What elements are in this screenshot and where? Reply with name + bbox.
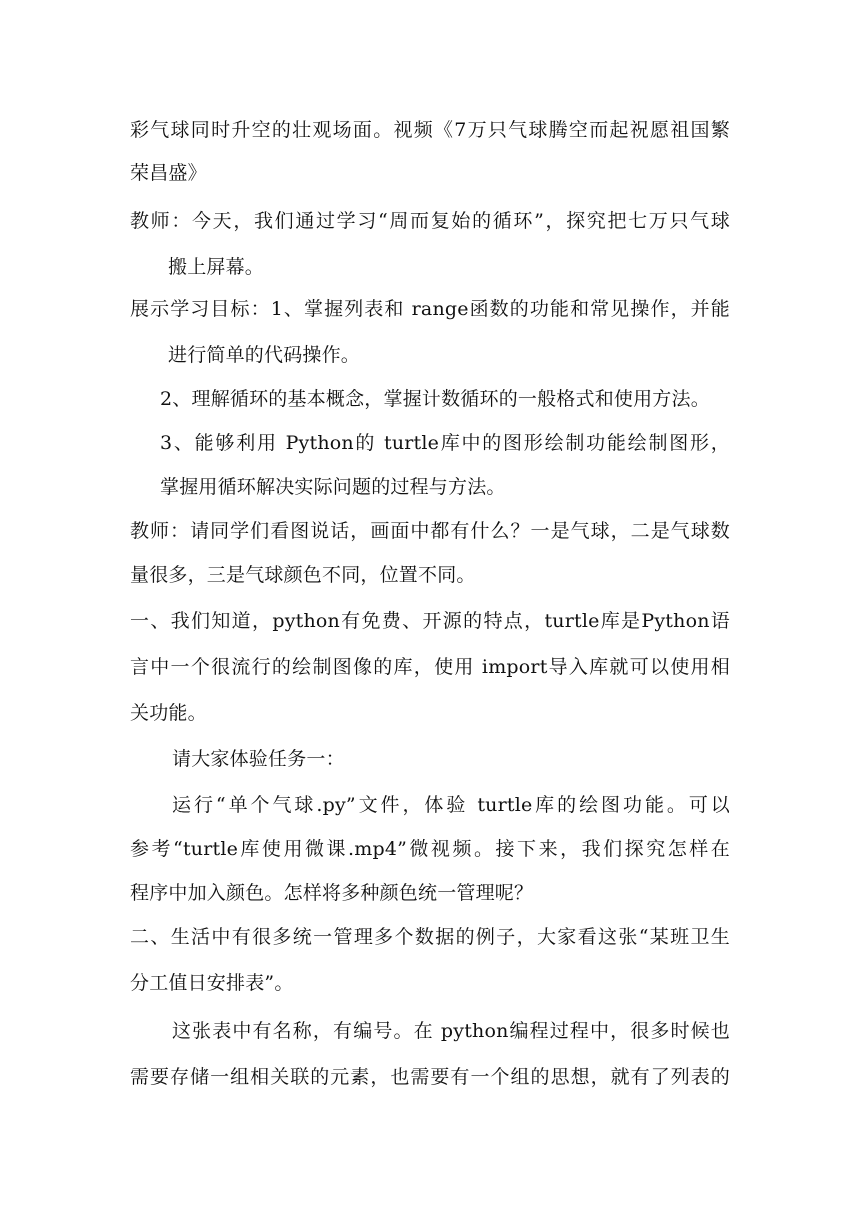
text-line-17: 参考“turtle库使用微课.mp4”微视频。接下来，我们探究怎样在 [130, 838, 730, 860]
text-line-2: 荣昌盛》 [130, 162, 207, 184]
text-line-20: 分工值日安排表”。 [130, 972, 294, 994]
text-line-21: 这张表中有名称，有编号。在 python编程过程中，很多时候也 [172, 1020, 730, 1042]
text-line-6: 进行简单的代码操作。 [168, 344, 361, 366]
text-line-14: 关功能。 [130, 702, 207, 724]
text-line-4: 搬上屏幕。 [168, 256, 265, 278]
text-line-13: 言中一个很流行的绘制图像的库，使用 import导入库就可以使用相 [130, 656, 730, 678]
text-line-19: 二、生活中有很多统一管理多个数据的例子，大家看这张“某班卫生 [130, 926, 730, 948]
text-line-7: 2、理解循环的基本概念，掌握计数循环的一般格式和使用方法。 [160, 388, 710, 410]
text-line-3: 教师：今天，我们通过学习“周而复始的循环”，探究把七万只气球 [130, 210, 730, 232]
text-line-12: 一、我们知道，python有免费、开源的特点，turtle库是Python语 [130, 610, 730, 632]
text-line-8: 3、能够利用 Python的 turtle库中的图形绘制功能绘制图形， [160, 432, 730, 454]
text-line-1: 彩气球同时升空的壮观场面。视频《7万只气球腾空而起祝愿祖国繁 [130, 119, 730, 141]
text-line-16: 运行“单个气球.py”文件，体验 turtle库的绘图功能。可以 [172, 794, 730, 816]
text-line-9: 掌握用循环解决实际问题的过程与方法。 [160, 476, 506, 498]
text-line-10: 教师：请同学们看图说话，画面中都有什么？一是气球，二是气球数 [130, 520, 730, 542]
text-line-15: 请大家体验任务一： [172, 748, 345, 770]
text-line-11: 量很多，三是气球颜色不同，位置不同。 [130, 564, 476, 586]
text-line-22: 需要存储一组相关联的元素，也需要有一个组的思想，就有了列表的 [130, 1066, 730, 1088]
text-line-5: 展示学习目标：1、掌握列表和 range函数的功能和常见操作，并能 [130, 298, 730, 320]
text-line-18: 程序中加入颜色。怎样将多种颜色统一管理呢？ [130, 882, 534, 904]
